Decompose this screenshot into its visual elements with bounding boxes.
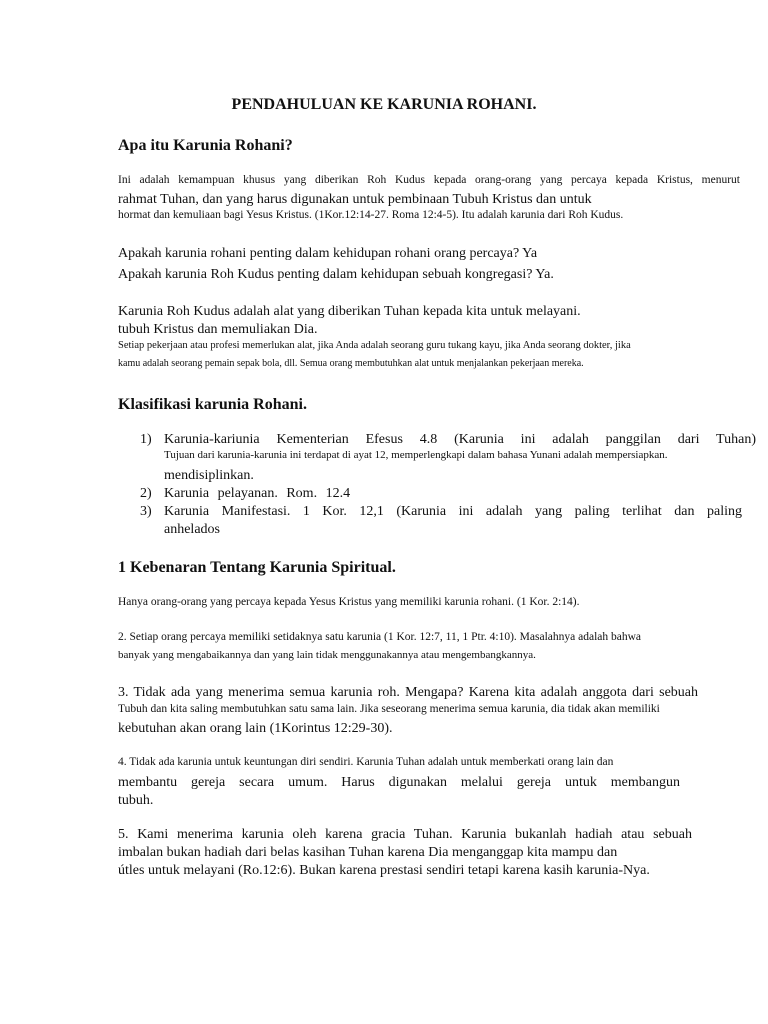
question-line-2: Apakah karunia Roh Kudus penting dalam kehidupan sebuah kongregasi? Ya. xyxy=(118,267,554,282)
list-item-1-line-2: Tujuan dari karunia-karunia ini terdapat di ayat 12, memperlengkapi dalam bahasa Yunani adalah mempersiapkan. xyxy=(164,449,668,461)
list-item-1-line-3: mendisiplinkan. xyxy=(164,468,254,483)
truth-paragraph-5-line-2: imbalan bukan hadiah dari belas kasihan Tuhan karena Dia menganggap kita mampu dan xyxy=(118,845,618,860)
intro-line-2: rahmat Tuhan, dan yang harus digunakan untuk pembinaan Tubuh Kristus dan untuk xyxy=(118,192,592,207)
truth-paragraph-3-line-3: kebutuhan akan orang lain (1Korintus 12:29-30). xyxy=(118,721,393,736)
truth-paragraph-4-line-1: 4. Tidak ada karunia untuk keuntungan diri sendiri. Karunia Tuhan adalah untuk memberkati orang lain dan xyxy=(118,756,614,768)
list-item-3-line-1: Karunia Manifestasi. 1 Kor. 12,1 (Karunia ini adalah yang paling terlihat dan paling xyxy=(164,504,742,519)
list-item-3-line-2: anhelados xyxy=(164,522,220,537)
list-number-2: 2) xyxy=(140,486,152,501)
list-item-2-line-1: Karunia pelayanan. Rom. 12.4 xyxy=(164,486,351,501)
truth-paragraph-2-line-2: banyak yang mengabaikannya dan yang lain tidak menggunakannya atau mengembangkannya. xyxy=(118,649,536,661)
truth-paragraph-5-line-1: 5. Kami menerima karunia oleh karena gracia Tuhan. Karunia bukanlah hadiah atau sebuah xyxy=(118,827,692,842)
truth-paragraph-4-line-3: tubuh. xyxy=(118,793,154,808)
truth-paragraph-5-line-3: útles untuk melayani (Ro.12:6). Bukan karena prestasi sendiri tetapi karena kasih karunia-Nya. xyxy=(118,863,650,878)
intro-line-3: hormat dan kemuliaan bagi Yesus Kristus. (1Kor.12:14-27. Roma 12:4-5). Itu adalah karunia dari Roh Kudus. xyxy=(118,209,624,221)
section-heading-what-is: Apa itu Karunia Rohani? xyxy=(118,137,293,154)
tool-line-4: kamu adalah seorang pemain sepak bola, dll. Semua orang membutuhkan alat untuk menjalankan pekerjaan mereka. xyxy=(118,358,584,369)
tool-line-3: Setiap pekerjaan atau profesi memerlukan alat, jika Anda adalah seorang guru tukang kayu, jika Anda seorang dokter, jika xyxy=(118,340,631,351)
tool-line-1: Karunia Roh Kudus adalah alat yang diberikan Tuhan kepada kita untuk melayani. xyxy=(118,304,581,319)
truth-paragraph-2-line-1: 2. Setiap orang percaya memiliki setidaknya satu karunia (1 Kor. 12:7, 11, 1 Ptr. 4:10). Masalahnya adalah bahwa xyxy=(118,631,642,643)
intro-line-1: Ini adalah kemampuan khusus yang diberikan Roh Kudus kepada orang-orang yang percaya kepada Kristus, menurut xyxy=(118,174,740,186)
section-heading-classification: Klasifikasi karunia Rohani. xyxy=(118,396,307,413)
tool-line-2: tubuh Kristus dan memuliakan Dia. xyxy=(118,322,318,337)
list-number-1: 1) xyxy=(140,432,152,447)
list-number-3: 3) xyxy=(140,504,152,519)
truth-paragraph-1: Hanya orang-orang yang percaya kepada Yesus Kristus yang memiliki karunia rohani. (1 Kor. 2:14). xyxy=(118,596,580,608)
truth-paragraph-3-line-2: Tubuh dan kita saling membutuhkan satu sama lain. Jika seseorang menerima semua karunia, dia tidak akan memiliki xyxy=(118,703,660,715)
section-heading-truths: 1 Kebenaran Tentang Karunia Spiritual. xyxy=(118,559,396,576)
question-line-1: Apakah karunia rohani penting dalam kehidupan rohani orang percaya? Ya xyxy=(118,246,538,261)
document-title: PENDAHULUAN KE KARUNIA ROHANI. xyxy=(231,96,537,113)
truth-paragraph-3-line-1: 3. Tidak ada yang menerima semua karunia roh. Mengapa? Karena kita adalah anggota dari sebuah xyxy=(118,685,698,700)
list-item-1-line-1: Karunia-kariunia Kementerian Efesus 4.8 (Karunia ini adalah panggilan dari Tuhan) xyxy=(164,432,756,447)
truth-paragraph-4-line-2: membantu gereja secara umum. Harus digunakan melalui gereja untuk membangun xyxy=(118,775,680,790)
